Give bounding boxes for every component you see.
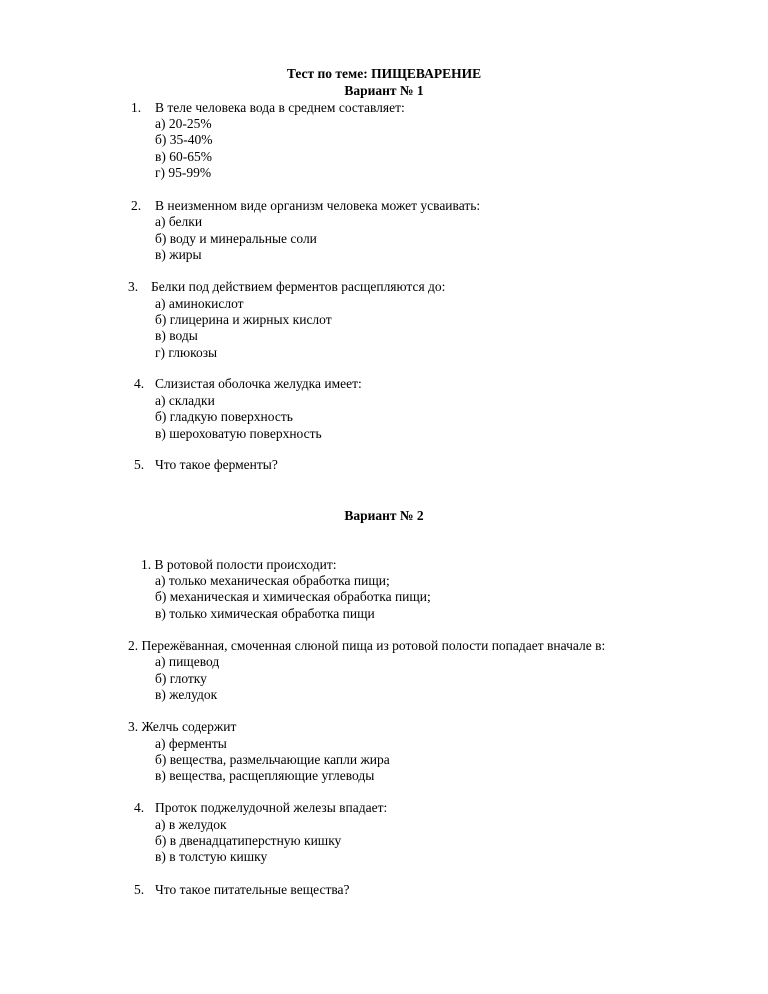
- answer-option: б) в двенадцатиперстную кишку: [155, 833, 342, 848]
- answer-option: в) шероховатую поверхность: [155, 426, 322, 441]
- question-text: Что такое питательные вещества?: [155, 882, 350, 897]
- answer-option: б) глотку: [155, 671, 207, 686]
- answer-option: а) только механическая обработка пищи;: [155, 573, 390, 588]
- answer-option: б) 35-40%: [155, 132, 213, 147]
- question-number: 4.: [134, 800, 145, 815]
- question-text: Слизистая оболочка желудка имеет:: [155, 376, 362, 391]
- question-number: 3.: [128, 279, 139, 294]
- answer-option: б) вещества, размельчающие капли жира: [155, 752, 390, 767]
- variant-2-heading: Вариант № 2: [344, 508, 424, 523]
- answer-option: в) вещества, расщепляющие углеводы: [155, 768, 375, 783]
- answer-option: в) воды: [155, 328, 198, 343]
- question-number: 5.: [134, 457, 145, 472]
- answer-option: г) 95-99%: [155, 165, 212, 180]
- variant-1-heading: Вариант № 1: [344, 83, 424, 98]
- answer-option: б) воду и минеральные соли: [155, 231, 317, 246]
- answer-option: а) белки: [155, 214, 203, 229]
- question-text: 2. Пережёванная, смоченная слюной пища из ротовой полости попадает вначале в:: [128, 638, 606, 653]
- answer-option: в) только химическая обработка пищи: [155, 606, 375, 621]
- question-number: 1.: [131, 100, 142, 115]
- question-number: 5.: [134, 882, 145, 897]
- answer-option: а) складки: [155, 393, 215, 408]
- question-text: Что такое ферменты?: [155, 457, 278, 472]
- answer-option: а) пищевод: [155, 654, 220, 669]
- question-text: В неизменном виде организм человека может усваивать:: [155, 198, 481, 213]
- answer-option: в) в толстую кишку: [155, 849, 268, 864]
- answer-option: а) в желудок: [155, 817, 227, 832]
- answer-option: в) 60-65%: [155, 149, 212, 164]
- question-number: 2.: [131, 198, 142, 213]
- answer-option: а) ферменты: [155, 736, 227, 751]
- answer-option: г) глюкозы: [155, 345, 218, 360]
- answer-option: б) механическая и химическая обработка пищи;: [155, 589, 431, 604]
- question-text: 1. В ротовой полости происходит:: [141, 557, 337, 572]
- question-text: 3. Желчь содержит: [128, 719, 237, 734]
- answer-option: в) жиры: [155, 247, 202, 262]
- test-title: Тест по теме: ПИЩЕВАРЕНИЕ: [286, 66, 482, 81]
- question-text: Проток поджелудочной железы впадает:: [155, 800, 388, 815]
- answer-option: в) желудок: [155, 687, 218, 702]
- question-number: 4.: [134, 376, 145, 391]
- answer-option: а) 20-25%: [155, 116, 212, 131]
- question-text: В теле человека вода в среднем составляет:: [155, 100, 405, 115]
- answer-option: б) гладкую поверхность: [155, 409, 293, 424]
- answer-option: а) аминокислот: [155, 296, 244, 311]
- question-text: Белки под действием ферментов расщепляются до:: [151, 279, 446, 294]
- answer-option: б) глицерина и жирных кислот: [155, 312, 332, 327]
